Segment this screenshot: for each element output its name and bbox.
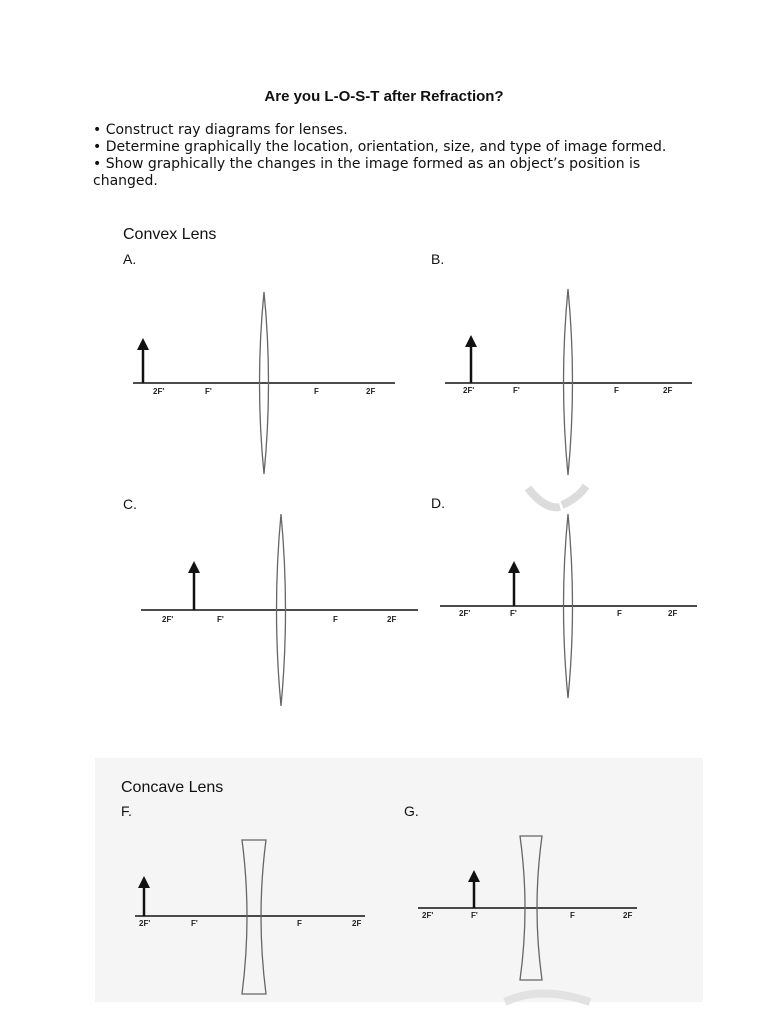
watermark-mark bbox=[562, 486, 586, 505]
diagram-label-d: D. bbox=[431, 495, 445, 511]
mark-f-prime: F' bbox=[217, 615, 224, 624]
mark-2f: 2F bbox=[387, 615, 397, 624]
objective-item: • Show graphically the changes in the image formed as an object’s position is changed. bbox=[93, 156, 641, 189]
mark-2f-prime: 2F' bbox=[139, 919, 151, 928]
diagram-label-a: A. bbox=[123, 251, 137, 267]
mark-2f-prime: 2F' bbox=[459, 609, 471, 618]
object-arrow-head bbox=[138, 876, 150, 888]
mark-f-prime: F' bbox=[205, 387, 212, 396]
convex-lens bbox=[564, 289, 573, 475]
mark-f-prime: F' bbox=[513, 386, 520, 395]
watermark-mark bbox=[505, 994, 590, 1003]
convex-diagram-a bbox=[133, 292, 395, 474]
mark-f: F bbox=[333, 615, 338, 624]
diagram-label-b: B. bbox=[431, 251, 445, 267]
convex-diagram-b bbox=[445, 289, 692, 475]
mark-f: F bbox=[314, 387, 319, 396]
watermark-mark bbox=[528, 488, 560, 507]
object-arrow-head bbox=[468, 870, 480, 882]
mark-f: F bbox=[570, 911, 575, 920]
mark-2f: 2F bbox=[623, 911, 633, 920]
concave-lens bbox=[242, 840, 266, 994]
mark-2f-prime: 2F' bbox=[463, 386, 475, 395]
convex-heading: Convex Lens bbox=[123, 226, 217, 243]
diagram-label-f: F. bbox=[121, 803, 132, 819]
object-arrow-head bbox=[188, 561, 200, 573]
mark-2f: 2F bbox=[668, 609, 678, 618]
mark-2f: 2F bbox=[352, 919, 362, 928]
concave-diagram-g bbox=[418, 836, 637, 980]
concave-diagram-f bbox=[135, 840, 365, 994]
mark-f-prime: F' bbox=[471, 911, 478, 920]
mark-f: F bbox=[617, 609, 622, 618]
page-title: Are you L-O-S-T after Refraction? bbox=[264, 88, 504, 105]
concave-heading: Concave Lens bbox=[121, 779, 224, 796]
mark-f: F bbox=[614, 386, 619, 395]
mark-2f-prime: 2F' bbox=[162, 615, 174, 624]
objective-item: • Construct ray diagrams for lenses. bbox=[93, 122, 348, 138]
object-arrow-head bbox=[137, 338, 149, 350]
diagram-label-c: C. bbox=[123, 496, 137, 512]
mark-f: F bbox=[297, 919, 302, 928]
mark-f-prime: F' bbox=[510, 609, 517, 618]
object-arrow-head bbox=[465, 335, 477, 347]
diagram-label-g: G. bbox=[404, 803, 419, 819]
objective-item: • Determine graphically the location, orientation, size, and type of image formed. bbox=[93, 139, 667, 155]
mark-2f-prime: 2F' bbox=[153, 387, 165, 396]
mark-2f-prime: 2F' bbox=[422, 911, 434, 920]
object-arrow-head bbox=[508, 561, 520, 573]
mark-f-prime: F' bbox=[191, 919, 198, 928]
convex-diagram-c bbox=[141, 514, 418, 706]
mark-2f: 2F bbox=[663, 386, 673, 395]
mark-2f: 2F bbox=[366, 387, 376, 396]
convex-diagram-d bbox=[440, 514, 697, 698]
